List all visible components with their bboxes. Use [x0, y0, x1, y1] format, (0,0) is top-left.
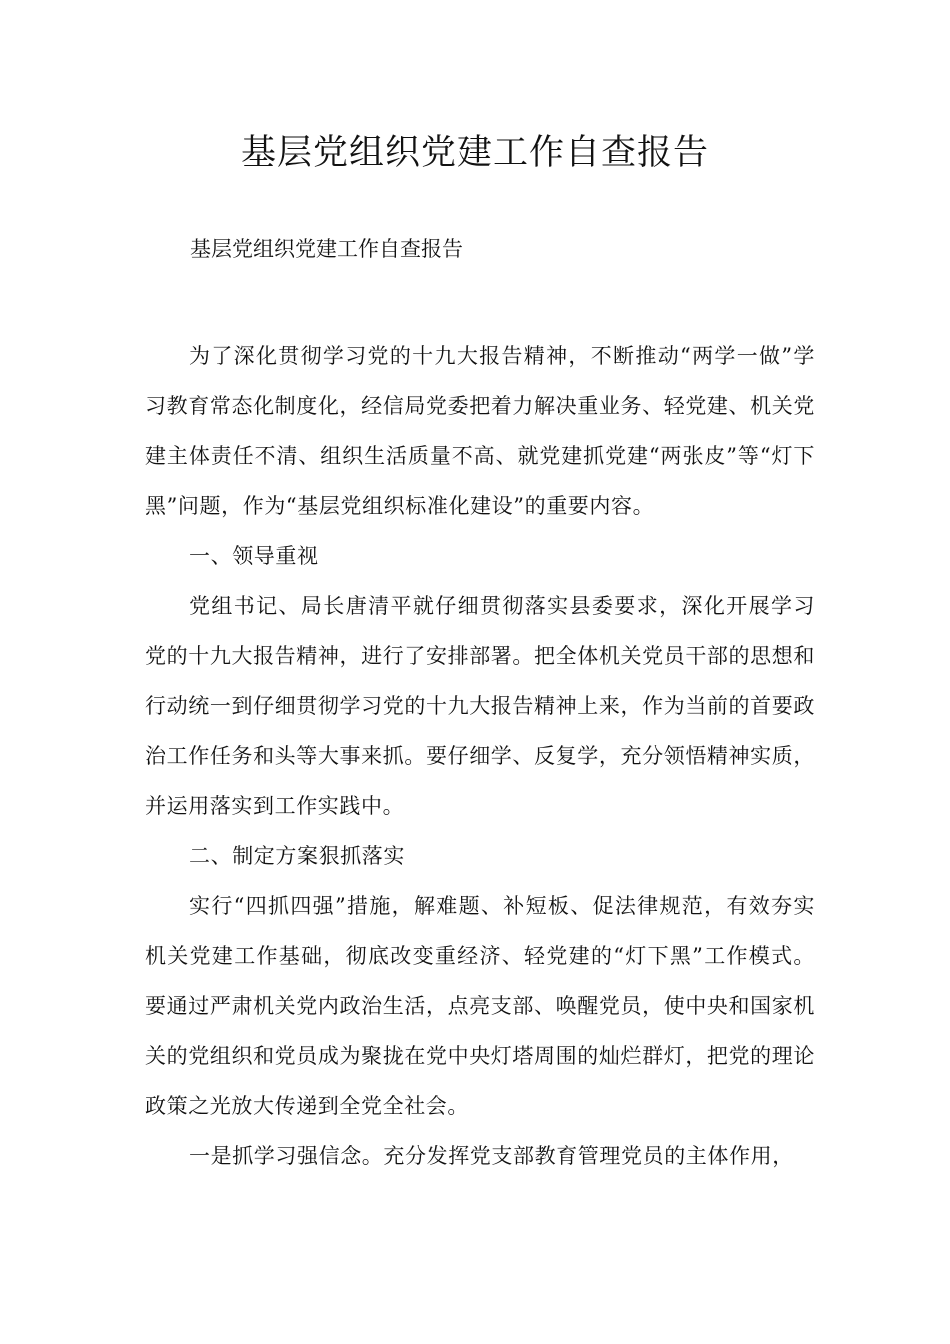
paragraph-section-1: 党组书记、局长唐清平就仔细贯彻落实县委要求，深化开展学习党的十九大报告精神，进行了安排部署。把全体机关党员干部的思想和行动统一到仔细贯彻学习党的十九大报告精神上来，作为当前的首要政治工作任务和头等大事来抓。要仔细学、反复学，充分领悟精神实质，并运用落实到工作实践中。	[145, 594, 815, 818]
document-title: 基层党组织党建工作自查报告	[240, 133, 709, 173]
paragraph-intro: 为了深化贯彻学习党的十九大报告精神，不断推动“两学一做”学习教育常态化制度化，经信局党委把着力解决重业务、轻党建、机关党建主体责任不清、组织生活质量不高、就党建抓党建“两张皮”等“灯下黑”问题，作为“基层党组织标准化建设”的重要内容。	[145, 344, 815, 518]
document-subtitle: 基层党组织党建工作自查报告	[190, 237, 463, 261]
section-heading-2: 二、制定方案狠抓落实	[189, 844, 405, 868]
paragraph-section-2: 实行“四抓四强”措施，解难题、补短板、促法律规范，有效夯实机关党建工作基础，彻底改变重经济、轻党建的“灯下黑”工作模式。要通过严肃机关党内政治生活，点亮支部、唤醒党员，使中央和国家机关的党组织和党员成为聚拢在党中央灯塔周围的灿烂群灯，把党的理论政策之光放大传递到全党全社会。	[145, 894, 815, 1118]
document-body	[145, 331, 815, 1181]
section-heading-1: 一、领导重视	[189, 544, 319, 568]
paragraph-point-1: 一是抓学习强信念。充分发挥党支部教育管理党员的主体作用，	[189, 1144, 794, 1168]
